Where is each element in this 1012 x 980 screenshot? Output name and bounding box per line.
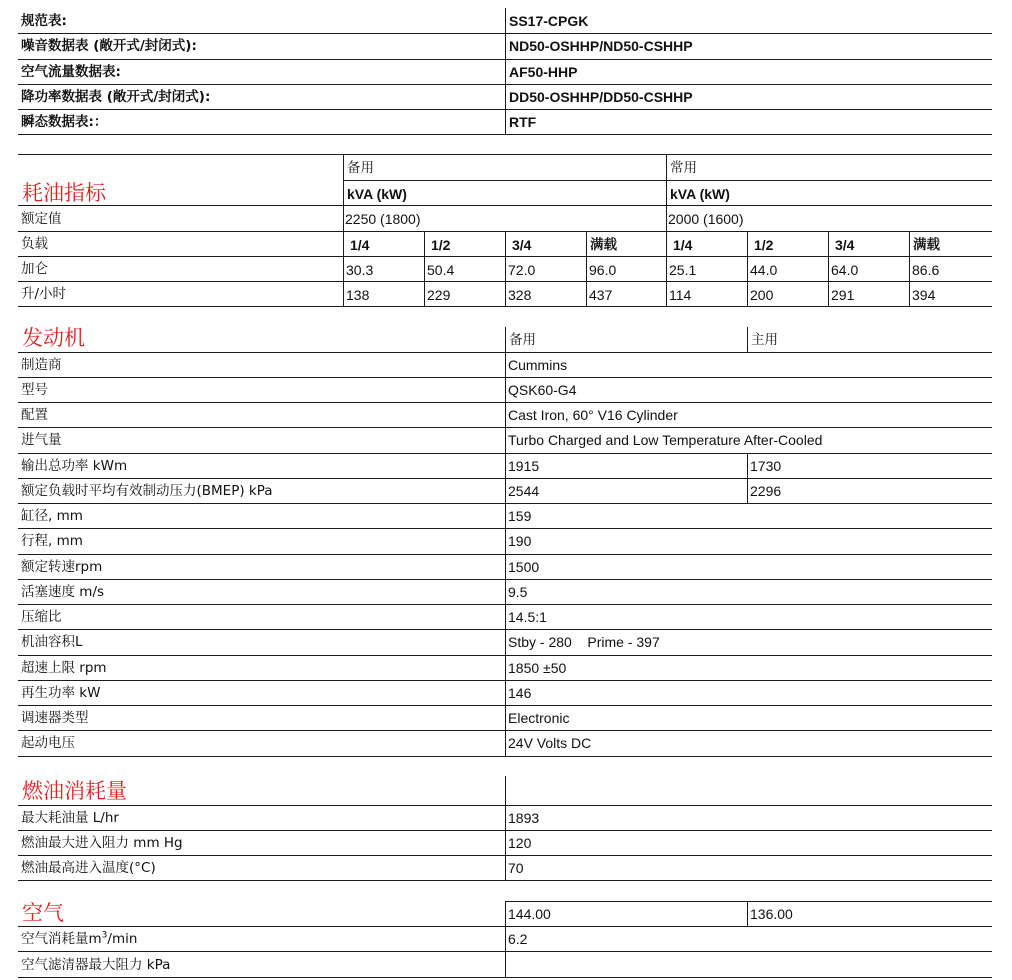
engine-row-value-prime: 1730: [750, 458, 782, 474]
fuel-value: 114: [669, 287, 692, 303]
load-header: 满载: [913, 237, 940, 253]
gallons-label: 加仑: [21, 261, 48, 277]
engine-row-value: 146: [508, 685, 532, 701]
standby-header: 备用: [509, 332, 536, 348]
fuel-row-label: 燃油最高进入温度(°C): [21, 860, 156, 876]
rating-label: 额定值: [21, 211, 62, 227]
load-header: 3/4: [512, 237, 532, 253]
engine-row-value: Stby - 280 Prime - 397: [508, 634, 660, 650]
engine-row-label: 起动电压: [21, 735, 75, 751]
fuel-value: 86.6: [912, 262, 940, 278]
fuel-value: 64.0: [831, 262, 859, 278]
standby-rating: 2250 (1800): [345, 211, 421, 227]
spec-value: DD50-OSHHP/DD50-CSHHP: [509, 89, 693, 105]
engine-row-value: 1500: [508, 559, 540, 575]
load-label: 负载: [21, 236, 48, 252]
fuel-row-label: 最大耗油量 L/hr: [21, 810, 119, 826]
engine-row-label: 输出总功率 kWm: [21, 458, 128, 474]
engine-row-value: 24V Volts DC: [508, 735, 592, 751]
fuel-value: 437: [589, 287, 613, 303]
unit-label: kVA (kW): [670, 186, 730, 202]
fuel-value: 72.0: [508, 262, 536, 278]
engine-row-value-prime: 2296: [750, 483, 782, 499]
spec-value: RTF: [509, 114, 537, 130]
air-filter-restriction-label: 空气滤清器最大阻力 kPa: [21, 957, 171, 973]
fuel-value: 328: [508, 287, 532, 303]
fuel-value: 291: [831, 287, 855, 303]
fuel-value: 50.4: [427, 262, 455, 278]
air-prime-value: 136.00: [750, 906, 793, 922]
air-title: 空气: [22, 901, 64, 925]
engine-row-label: 活塞速度 m/s: [21, 584, 105, 600]
engine-row-value: 2544: [508, 483, 540, 499]
prime-rating: 2000 (1600): [668, 211, 744, 227]
fuel-value: 25.1: [669, 262, 697, 278]
engine-row-value: Cast Iron, 60° V16 Cylinder: [508, 407, 678, 423]
load-header: 1/2: [431, 237, 451, 253]
spec-label: 降功率数据表 (敞开式/封闭式):: [21, 89, 211, 105]
fuel-value: 229: [427, 287, 451, 303]
engine-row-value: 1850 ±50: [508, 660, 567, 676]
fuel-indicator-title: 耗油指标: [22, 181, 106, 205]
spec-label: 噪音数据表 (敞开式/封闭式):: [21, 38, 197, 54]
engine-row-label: 缸径, mm: [21, 508, 83, 524]
fuel-row-value: 70: [508, 860, 524, 876]
engine-row-label: 进气量: [21, 432, 62, 448]
engine-row-label: 行程, mm: [21, 533, 83, 549]
spec-value: SS17-CPGK: [509, 13, 589, 29]
fuel-row-value: 120: [508, 835, 532, 851]
fuel-row-value: 1893: [508, 810, 540, 826]
prime-header: 主用: [751, 332, 778, 348]
engine-row-label: 配置: [21, 407, 48, 423]
engine-row-value: 190: [508, 533, 532, 549]
air-consumption-value: 6.2: [508, 931, 528, 947]
fuel-row-label: 燃油最大进入阻力 mm Hg: [21, 835, 183, 851]
engine-row-value: 9.5: [508, 584, 528, 600]
liters-per-hour-label: 升/小时: [21, 286, 67, 302]
engine-row-value: Electronic: [508, 710, 570, 726]
engine-row-label: 额定负载时平均有效制动压力(BMEP) kPa: [21, 483, 273, 499]
engine-row-label: 压缩比: [21, 609, 62, 625]
fuel-value: 30.3: [346, 262, 374, 278]
engine-row-value: 159: [508, 508, 532, 524]
fuel-value: 394: [912, 287, 936, 303]
engine-row-value: Cummins: [508, 357, 568, 373]
spec-label: 瞬态数据表:：: [21, 114, 108, 130]
engine-row-value: Turbo Charged and Low Temperature After-Cooled: [508, 432, 823, 448]
load-header: 3/4: [835, 237, 855, 253]
fuel-value: 44.0: [750, 262, 778, 278]
unit-label: kVA (kW): [347, 186, 407, 202]
engine-row-label: 再生功率 kW: [21, 685, 101, 701]
air-standby-value: 144.00: [508, 906, 551, 922]
load-header: 满载: [590, 237, 617, 253]
fuel-value: 138: [346, 287, 370, 303]
engine-row-value: QSK60-G4: [508, 382, 577, 398]
spec-value: AF50-HHP: [509, 64, 578, 80]
engine-row-value: 1915: [508, 458, 540, 474]
engine-title: 发动机: [22, 326, 85, 350]
fuel-value: 96.0: [589, 262, 617, 278]
air-consumption-label: 空气消耗量$m^3/\min$: [21, 930, 138, 947]
load-header: 1/2: [754, 237, 774, 253]
fuel-consumption-title: 燃油消耗量: [22, 779, 127, 803]
spec-value: ND50-OSHHP/ND50-CSHHP: [509, 38, 693, 54]
spec-label: 规范表:: [21, 13, 67, 29]
engine-row-label: 机油容积L: [21, 634, 83, 650]
prime-header: 常用: [670, 160, 697, 176]
standby-header: 备用: [347, 160, 374, 176]
engine-row-label: 额定转速rpm: [21, 559, 103, 575]
fuel-value: 200: [750, 287, 774, 303]
load-header: 1/4: [673, 237, 693, 253]
engine-row-label: 制造商: [21, 357, 62, 373]
engine-row-label: 调速器类型: [21, 710, 89, 726]
load-header: 1/4: [350, 237, 370, 253]
spec-label: 空气流量数据表:: [21, 64, 121, 80]
engine-row-label: 型号: [21, 382, 48, 398]
engine-row-label: 超速上限 rpm: [21, 660, 107, 676]
engine-row-value: 14.5:1: [508, 609, 547, 625]
